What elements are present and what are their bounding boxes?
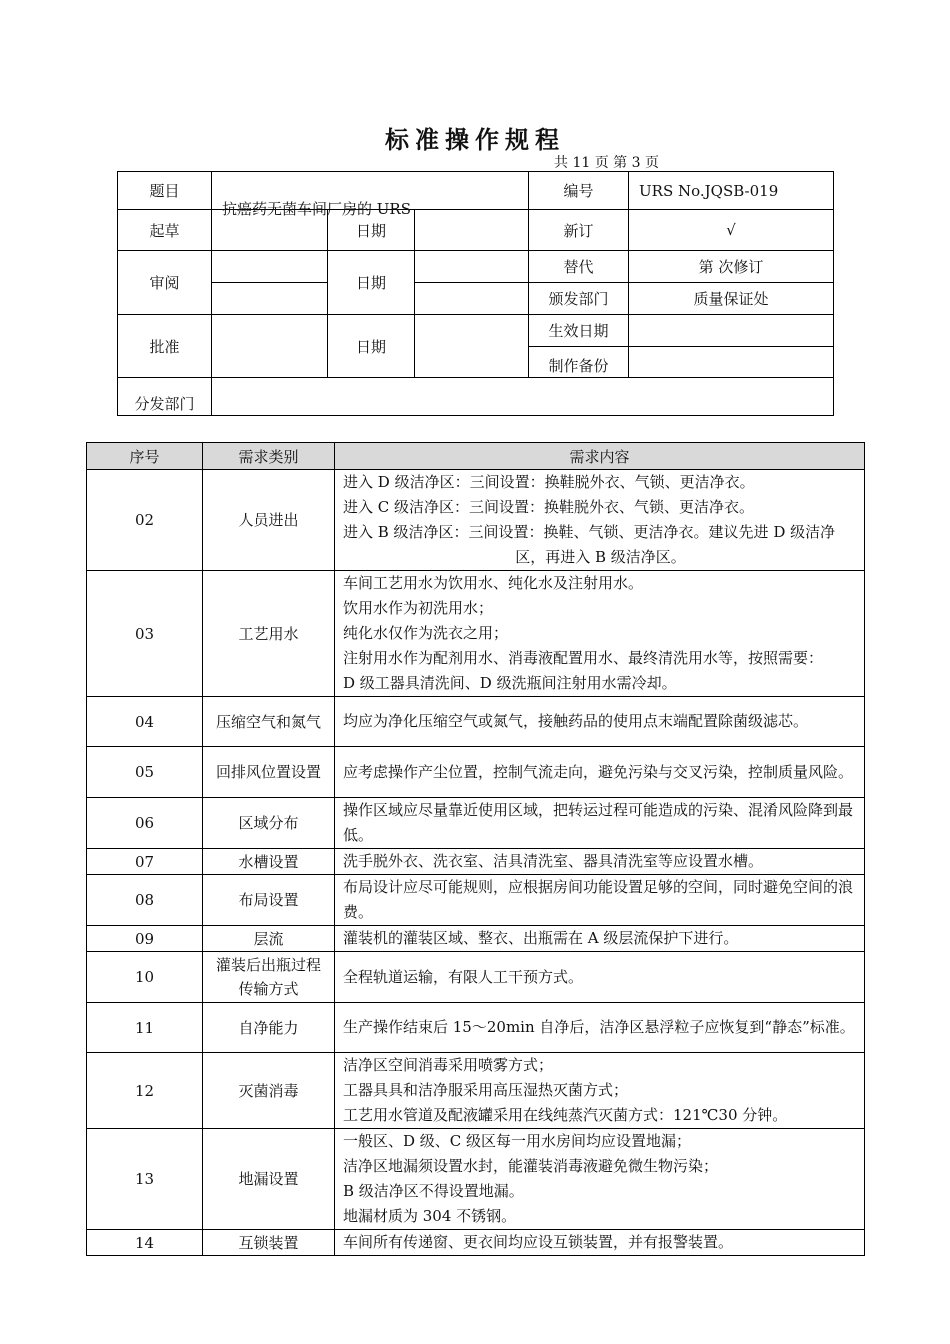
row-content xyxy=(335,798,865,849)
page-info: 共 11 页 第 3 页 xyxy=(554,155,659,171)
row-category: 互锁装置 xyxy=(203,1230,335,1256)
table-row xyxy=(87,849,865,875)
distribute-value xyxy=(212,378,834,416)
table-row xyxy=(87,926,865,952)
row-category: 自净能力 xyxy=(203,1003,335,1053)
review-signer-cell-2 xyxy=(212,283,328,315)
row-content xyxy=(335,849,865,875)
table-row xyxy=(87,470,865,571)
table-row xyxy=(87,1129,865,1230)
table-row xyxy=(87,875,865,926)
review-signer-cell-1 xyxy=(212,251,328,283)
new-label: 新订 xyxy=(529,210,629,251)
row-category: 压缩空气和氮气 xyxy=(203,697,335,747)
row-no: 14 xyxy=(87,1230,203,1256)
row-content xyxy=(335,1053,865,1129)
table-row xyxy=(87,1003,865,1053)
content-line: 洁净区地漏须设置水封，能灌装消毒液避免微生物污染； xyxy=(343,1157,719,1175)
row-no: 08 xyxy=(87,875,203,926)
distribute-label: 分发部门 xyxy=(118,378,212,416)
table-row xyxy=(87,798,865,849)
code-label: 编号 xyxy=(529,172,629,210)
content-line: 应考虑操作产尘位置，控制气流走向，避免污染与交叉污染，控制质量风险。 xyxy=(343,762,854,781)
column-header-content: 需求内容 xyxy=(335,443,865,470)
new-mark: √ xyxy=(629,210,834,251)
row-no: 02 xyxy=(87,470,203,571)
row-content xyxy=(335,926,865,952)
row-category: 地漏设置 xyxy=(203,1129,335,1230)
row-no: 07 xyxy=(87,849,203,875)
row-content xyxy=(335,747,865,798)
content-line: 工器具具和洁净服采用高压湿热灭菌方式； xyxy=(343,1081,629,1099)
review-label: 审阅 xyxy=(118,251,212,315)
review-date-label: 日期 xyxy=(328,251,415,315)
subject-label: 题目 xyxy=(118,172,212,210)
replace-value: 第 次修订 xyxy=(629,251,834,283)
row-category: 工艺用水 xyxy=(203,571,335,697)
draft-date-label: 日期 xyxy=(328,210,415,251)
content-line: 操作区域应尽量靠近使用区域，把转运过程可能造成的污染、混淆风险降到最低。 xyxy=(343,801,854,844)
effective-label: 生效日期 xyxy=(529,315,629,347)
row-category: 区域分布 xyxy=(203,798,335,849)
table-row xyxy=(87,571,865,697)
header-table xyxy=(117,171,834,416)
document-title: 标准操作规程 xyxy=(385,125,565,154)
table-row xyxy=(87,1053,865,1129)
content-line: D 级工器具清洗间、D 级洗瓶间注射用水需冷却。 xyxy=(343,674,677,692)
issue-dept-label: 颁发部门 xyxy=(529,283,629,315)
subject-value: 抗癌药无菌车间厂房的 URS xyxy=(212,182,529,220)
content-line: 进入 D 级洁净区：三间设置：换鞋脱外衣、气锁、更洁净衣。 xyxy=(343,473,755,491)
row-category: 布局设置 xyxy=(203,875,335,926)
row-content xyxy=(335,875,865,926)
row-no: 04 xyxy=(87,697,203,747)
row-category: 灌装后出瓶过程传输方式 xyxy=(203,952,335,1003)
content-line: 注射用水作为配剂用水、消毒液配置用水、最终清洗用水等，按照需要： xyxy=(343,649,824,667)
effective-value xyxy=(629,315,834,347)
content-line: 地漏材质为 304 不锈钢。 xyxy=(343,1207,517,1225)
row-category: 层流 xyxy=(203,926,335,952)
content-line: 洁净区空间消毒采用喷雾方式； xyxy=(343,1056,554,1074)
table-row xyxy=(87,697,865,747)
replace-label: 替代 xyxy=(529,251,629,283)
issue-dept-value: 质量保证处 xyxy=(629,283,834,315)
row-content xyxy=(335,697,865,747)
content-line: 车间工艺用水为饮用水、纯化水及注射用水。 xyxy=(343,574,644,592)
content-line: 进入 B 级洁净区：三间设置：换鞋、气锁、更洁净衣。建议先进 D 级洁净 xyxy=(343,523,836,541)
content-line: 全程轨道运输，有限人工干预方式。 xyxy=(343,967,584,986)
row-no: 05 xyxy=(87,747,203,798)
table-row xyxy=(87,1230,865,1256)
content-line: 均应为净化压缩空气或氮气，接触药品的使用点末端配置除菌级滤芯。 xyxy=(343,712,809,730)
approve-label: 批准 xyxy=(118,315,212,378)
content-line: 区，再进入 B 级洁净区。 xyxy=(515,548,686,566)
row-no: 03 xyxy=(87,571,203,697)
backup-label: 制作备份 xyxy=(529,347,629,378)
content-line: 布局设计应尽可能规则，应根据房间功能设置足够的空间，同时避免空间的浪费。 xyxy=(343,878,854,921)
content-line: 灌装机的灌装区域、整衣、出瓶需在 A 级层流保护下进行。 xyxy=(343,929,739,947)
table-row xyxy=(87,747,865,798)
column-header-no: 序号 xyxy=(87,443,203,470)
content-line: 纯化水仅作为洗衣之用； xyxy=(343,624,509,642)
table-row xyxy=(87,952,865,1003)
content-line: 工艺用水管道及配液罐采用在线纯蒸汽灭菌方式：121℃30 分钟。 xyxy=(343,1106,788,1124)
content-line: 饮用水作为初洗用水； xyxy=(343,599,494,617)
content-line: 生产操作结束后 15～20min 自净后，洁净区悬浮粒子应恢复到“静态”标准。 xyxy=(343,1018,855,1036)
content-line: 一般区、D 级、C 级区每一用水房间均应设置地漏； xyxy=(343,1132,692,1150)
row-category: 灭菌消毒 xyxy=(203,1053,335,1129)
row-content xyxy=(335,1129,865,1230)
draft-label: 起草 xyxy=(118,210,212,251)
content-line: 车间所有传递窗、更衣间均应设互锁装置，并有报警装置。 xyxy=(343,1233,734,1251)
row-no: 06 xyxy=(87,798,203,849)
approve-signer-cell xyxy=(212,315,328,378)
row-no: 10 xyxy=(87,952,203,1003)
row-content xyxy=(335,1230,865,1256)
row-content xyxy=(335,952,865,1003)
row-no: 11 xyxy=(87,1003,203,1053)
row-no: 09 xyxy=(87,926,203,952)
row-category: 人员进出 xyxy=(203,470,335,571)
review-date-cell-2 xyxy=(415,283,529,315)
row-no: 12 xyxy=(87,1053,203,1129)
approve-date-cell xyxy=(415,315,529,378)
code-value: URS No.JQSB-019 xyxy=(629,172,834,210)
content-line: 进入 C 级洁净区：三间设置：换鞋脱外衣、气锁、更洁净衣。 xyxy=(343,498,755,516)
row-content xyxy=(335,571,865,697)
content-line: B 级洁净区不得设置地漏。 xyxy=(343,1182,524,1200)
row-no: 13 xyxy=(87,1129,203,1230)
requirements-table xyxy=(86,442,865,1256)
row-content xyxy=(335,470,865,571)
review-date-cell-1 xyxy=(415,251,529,283)
approve-date-label: 日期 xyxy=(328,315,415,378)
column-header-category: 需求类别 xyxy=(203,443,335,470)
row-category: 水槽设置 xyxy=(203,849,335,875)
backup-value xyxy=(629,347,834,378)
row-category: 回排风位置设置 xyxy=(203,747,335,798)
content-line: 洗手脱外衣、洗衣室、洁具清洗室、器具清洗室等应设置水槽。 xyxy=(343,852,764,870)
row-content xyxy=(335,1003,865,1053)
